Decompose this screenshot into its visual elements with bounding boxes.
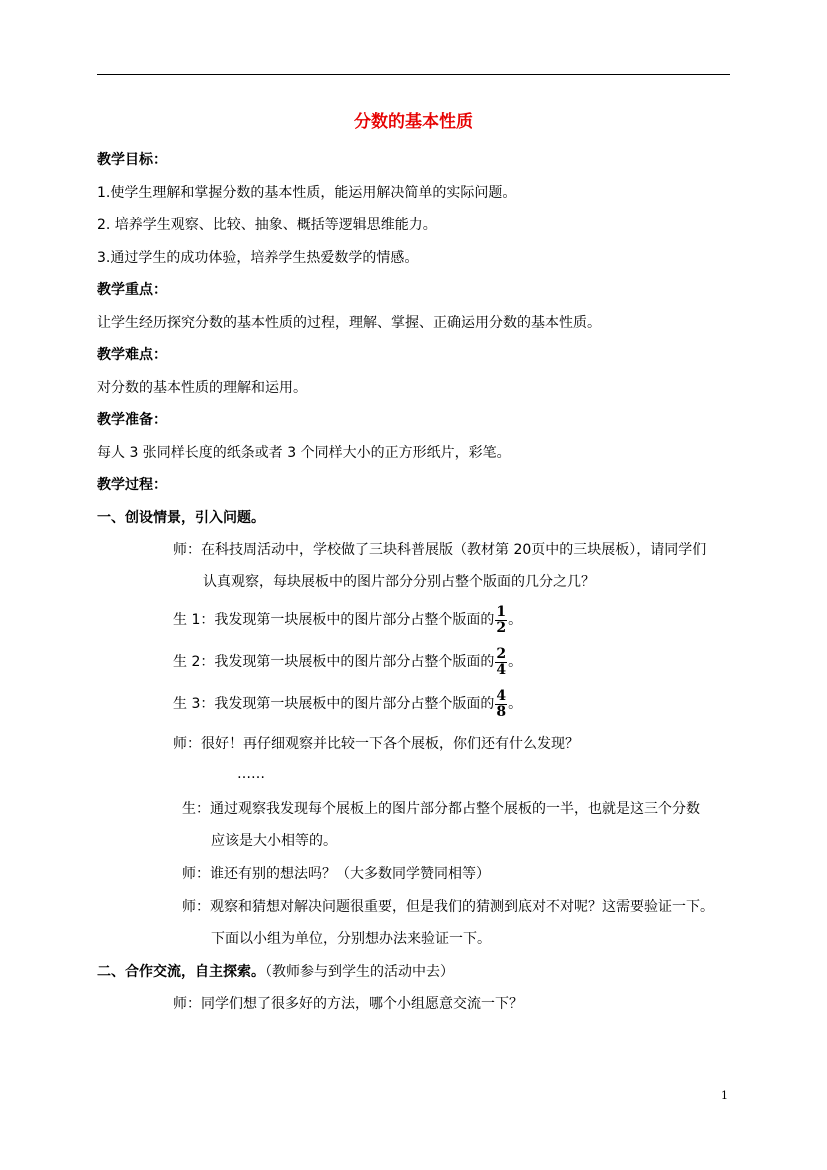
page-number: 1	[721, 1089, 728, 1102]
student-answer-text: 生 1：我发现第一块展板中的图片部分占整个版面的	[173, 612, 495, 628]
fraction-numerator: 4	[496, 687, 507, 704]
goals-heading: 教学目标：	[97, 152, 167, 168]
student-answer-1	[173, 602, 522, 638]
key-heading: 教学重点：	[97, 282, 167, 298]
section1-heading: 一、创设情景，引入问题。	[97, 510, 265, 526]
goal-item: 2. 培养学生观察、比较、抽象、概括等逻辑思维能力。	[97, 217, 437, 233]
teacher-line-cont: 下面以小组为单位，分别想办法来验证一下。	[211, 931, 491, 947]
student-line: 生：通过观察我发现每个展板上的图片部分都占整个展板的一半，也就是这三个分数	[182, 801, 700, 817]
fraction	[495, 689, 507, 720]
fraction-denominator: 8	[496, 703, 507, 720]
key-text: 让学生经历探究分数的基本性质的过程，理解、掌握、正确运用分数的基本性质。	[97, 315, 601, 331]
punctuation: 。	[508, 612, 523, 628]
prep-text: 每人 3 张同样长度的纸条或者 3 个同样大小的正方形纸片，彩笔。	[97, 445, 511, 461]
punctuation: 。	[508, 696, 523, 712]
student-answer-text: 生 3：我发现第一块展板中的图片部分占整个版面的	[173, 696, 495, 712]
goal-item: 1.使学生理解和掌握分数的基本性质，能运用解决简单的实际问题。	[97, 185, 517, 201]
difficulty-text: 对分数的基本性质的理解和运用。	[97, 380, 307, 396]
header-rule	[97, 74, 730, 75]
fraction	[495, 605, 507, 636]
goal-item: 3.通过学生的成功体验，培养学生热爱数学的情感。	[97, 250, 419, 266]
fraction-denominator: 4	[496, 661, 507, 678]
student-answer-2	[173, 644, 522, 680]
teacher-line-cont: 认真观察，每块展板中的图片部分分别占整个版面的几分之几？	[203, 574, 595, 590]
punctuation: 。	[508, 654, 523, 670]
fraction-numerator: 2	[496, 645, 507, 662]
section2-heading: 二、合作交流，自主探索。	[97, 964, 265, 980]
fraction-denominator: 2	[496, 619, 507, 636]
teacher-line: 师：谁还有别的想法吗？（大多数同学赞同相等）	[182, 866, 490, 882]
ellipsis: ……	[237, 766, 265, 782]
page-title: 分数的基本性质	[354, 112, 473, 132]
teacher-line: 师：很好！再仔细观察并比较一下各个展板，你们还有什么发现？	[173, 736, 579, 752]
section2-line	[97, 962, 454, 982]
teacher-line: 师：观察和猜想对解决问题很重要，但是我们的猜测到底对不对呢？这需要验证一下。	[182, 899, 714, 915]
fraction	[495, 647, 507, 678]
student-answer-text: 生 2：我发现第一块展板中的图片部分占整个版面的	[173, 654, 495, 670]
fraction-numerator: 1	[496, 603, 507, 620]
process-heading: 教学过程：	[97, 477, 167, 493]
difficulty-heading: 教学难点：	[97, 347, 167, 363]
section2-note: （教师参与到学生的活动中去）	[265, 964, 454, 980]
student-answer-3	[173, 686, 522, 722]
student-line-cont: 应该是大小相等的。	[211, 833, 337, 849]
teacher-line: 师：同学们想了很多好的方法，哪个小组愿意交流一下？	[173, 996, 523, 1012]
teacher-line: 师：在科技周活动中，学校做了三块科普展版（教材第 20页中的三块展板），请同学们	[173, 542, 707, 558]
prep-heading: 教学准备：	[97, 412, 167, 428]
